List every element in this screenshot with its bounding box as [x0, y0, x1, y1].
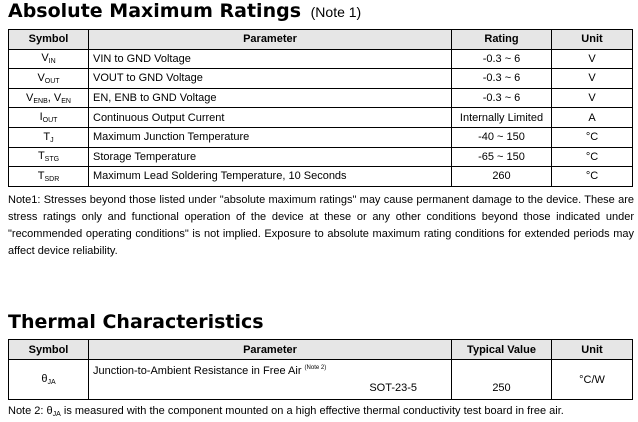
unit-cell: °C/W: [552, 360, 633, 400]
note-2-text: is measured with the component mounted on a high effective thermal conductivity test board in free air.: [60, 405, 564, 417]
table-row: [9, 147, 633, 167]
symbol-main: T: [37, 169, 45, 182]
rating-cell: -65 ~ 150: [452, 147, 552, 167]
note-2-symbol: θ: [46, 405, 53, 417]
note-2-prefix: Note 2:: [8, 405, 47, 417]
header-unit: Unit: [552, 30, 633, 50]
unit-cell: °C: [552, 127, 633, 147]
symbol-sub: SDR: [44, 175, 60, 183]
symbol-main: T: [37, 150, 45, 163]
rating-cell: 260: [452, 167, 552, 187]
header-typical: Typical Value: [452, 340, 552, 360]
symbol-main: I: [39, 111, 43, 124]
unit-cell: V: [552, 69, 633, 89]
symbol-sub: ENB: [33, 97, 48, 105]
parameter-cell: Maximum Junction Temperature: [89, 127, 452, 147]
header-unit: Unit: [552, 340, 633, 360]
rating-cell: -0.3 ~ 6: [452, 49, 552, 69]
symbol-sub: JA: [47, 379, 56, 386]
absolute-max-body: [9, 49, 633, 186]
symbol-main: V: [26, 91, 34, 104]
symbol-main: , V: [47, 91, 62, 104]
rating-cell: -0.3 ~ 6: [452, 88, 552, 108]
unit-cell: V: [552, 88, 633, 108]
table-row: [9, 88, 633, 108]
unit-cell: °C: [552, 147, 633, 167]
parameter-text: [93, 365, 326, 377]
thermal-table: [8, 339, 633, 400]
parameter-cell: [89, 360, 452, 400]
parameter-cell: VIN to GND Voltage: [89, 49, 452, 69]
table-row: [9, 127, 633, 147]
unit-cell: A: [552, 108, 633, 128]
symbol-sub: OUT: [42, 117, 58, 125]
symbol-cell: [9, 167, 89, 187]
thermal-title: Thermal Characteristics: [8, 311, 264, 333]
rating-cell: Internally Limited: [452, 108, 552, 128]
note-2: [8, 404, 634, 422]
absolute-max-note-ref: (Note 1): [310, 4, 362, 20]
absolute-max-title: [8, 0, 361, 22]
symbol-cell: [9, 147, 89, 167]
symbol-sub: OUT: [44, 77, 60, 85]
rating-cell: -40 ~ 150: [452, 127, 552, 147]
header-symbol: Symbol: [9, 30, 89, 50]
parameter-cell: Storage Temperature: [89, 147, 452, 167]
note-1: Note1: Stresses beyond those listed under "absolute maximum ratings" may cause permanent damage to the device. These are stress ratings only and functional operation of the device at these or any other conditions beyond those indicated under "recommended operating conditions" is not implied. Exposure to absolute maximum rating conditions for extended periods may affect device reliability.: [8, 194, 634, 257]
symbol-sub: EN: [61, 97, 71, 105]
typical-value-cell: 250: [452, 360, 552, 400]
symbol-cell: [9, 360, 89, 400]
absolute-max-table: [8, 29, 633, 187]
symbol-sub: STG: [44, 156, 60, 164]
table-header-row: [9, 340, 633, 360]
parameter-cell: Continuous Output Current: [89, 108, 452, 128]
absolute-max-title-text: Absolute Maximum Ratings: [8, 0, 302, 22]
symbol-cell: [9, 49, 89, 69]
header-symbol: Symbol: [9, 340, 89, 360]
symbol-sub: J: [50, 136, 54, 144]
table-header-row: [9, 30, 633, 50]
package-label: SOT-23-5: [369, 382, 417, 394]
symbol-main: T: [43, 130, 51, 143]
header-parameter: Parameter: [89, 340, 452, 360]
parameter-cell: VOUT to GND Voltage: [89, 69, 452, 89]
symbol-cell: [9, 88, 89, 108]
unit-cell: °C: [552, 167, 633, 187]
symbol-main: V: [41, 52, 49, 65]
table-row: [9, 167, 633, 187]
symbol-cell: [9, 108, 89, 128]
symbol-sub: IN: [48, 58, 56, 66]
table-row: [9, 69, 633, 89]
note-2-symbol-sub: JA: [52, 411, 61, 418]
symbol-main: V: [37, 71, 45, 84]
table-row: [9, 360, 633, 400]
rating-cell: -0.3 ~ 6: [452, 69, 552, 89]
symbol-main: θ: [41, 373, 48, 385]
table-row: [9, 108, 633, 128]
unit-cell: V: [552, 49, 633, 69]
header-rating: Rating: [452, 30, 552, 50]
note-2-ref: (Note 2): [304, 365, 327, 371]
symbol-cell: [9, 69, 89, 89]
symbol-cell: [9, 127, 89, 147]
parameter-label: Junction-to-Ambient Resistance in Free Air: [93, 365, 302, 377]
parameter-cell: EN, ENB to GND Voltage: [89, 88, 452, 108]
table-row: [9, 49, 633, 69]
header-parameter: Parameter: [89, 30, 452, 50]
parameter-cell: Maximum Lead Soldering Temperature, 10 Seconds: [89, 167, 452, 187]
